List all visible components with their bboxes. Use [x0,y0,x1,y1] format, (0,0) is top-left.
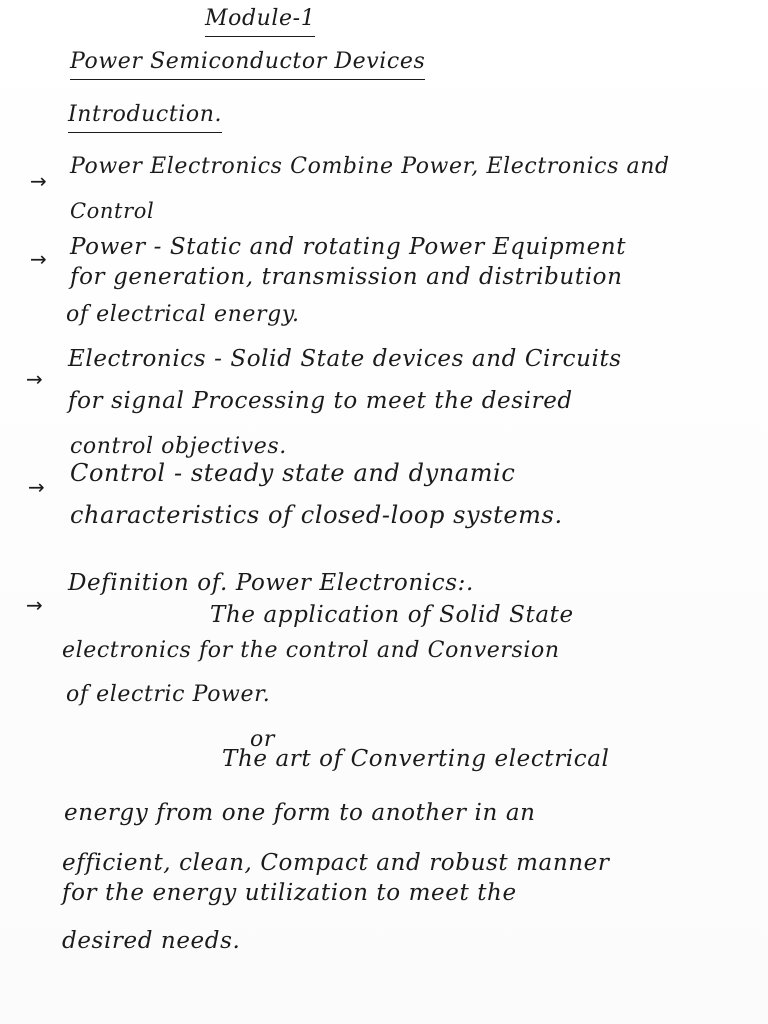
bullet-arrow-icon: → [30,169,47,193]
text-line: efficient, clean, Compact and robust manner [62,850,610,876]
page-title: Power Semiconductor Devices [70,47,425,80]
text-line: for the energy utilization to meet the [62,880,517,906]
text-line: The application of Solid State [210,602,574,628]
text-line: of electric Power. [66,682,271,707]
text-line: Electronics - Solid State devices and Circuits [68,346,622,372]
text-line: Control - steady state and dynamic [70,459,516,487]
text-line: Power - Static and rotating Power Equipment [70,234,627,260]
section-heading: Introduction. [68,100,222,133]
text-line: energy from one form to another in an [64,800,536,826]
text-line: electronics for the control and Conversion [62,638,560,663]
text-line: characteristics of closed-loop systems. [70,501,563,529]
text-line: for signal Processing to meet the desired [68,388,573,414]
or-separator: or [250,727,275,752]
text-line: desired needs. [62,928,241,954]
text-line: of electrical energy. [66,302,300,327]
bullet-arrow-icon: → [26,367,43,391]
module-heading: Module-1 [205,4,315,37]
text-line: Power Electronics Combine Power, Electronics and [70,154,670,179]
bullet-arrow-icon: → [26,593,43,617]
bullet-arrow-icon: → [28,475,45,499]
definition-heading: Definition of. Power Electronics:. [68,570,474,596]
text-line: The art of Converting electrical [222,746,610,772]
bullet-arrow-icon: → [30,247,47,271]
text-line: control objectives. [70,434,287,459]
text-line: Control [70,199,155,223]
text-line: for generation, transmission and distribution [70,264,623,290]
